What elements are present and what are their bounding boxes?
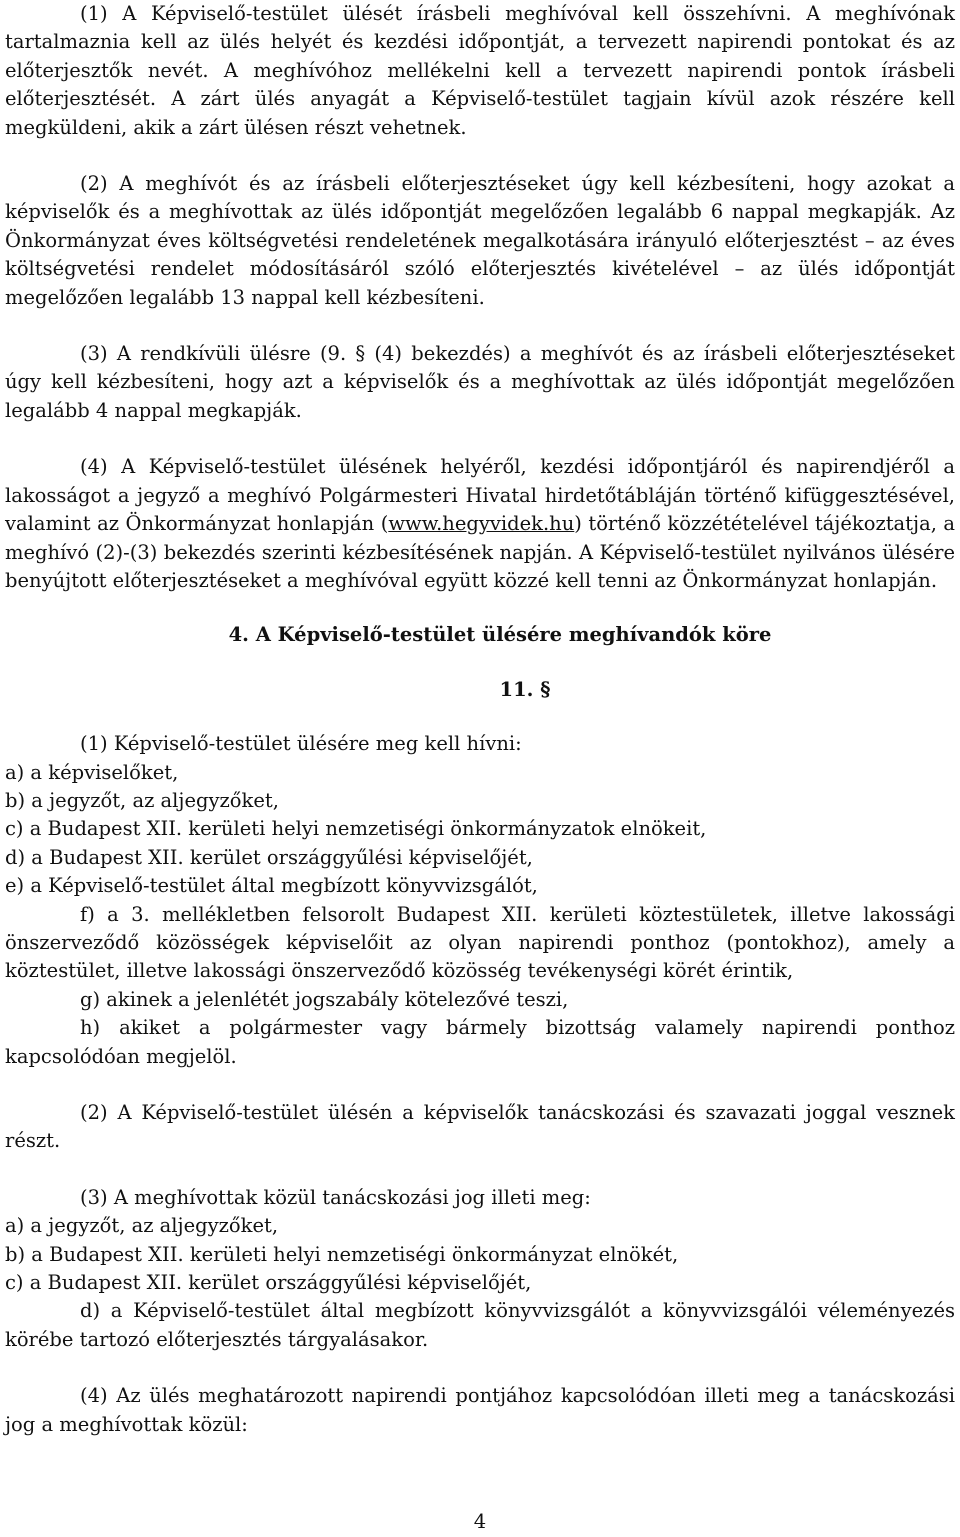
page-number: 4 <box>473 1510 487 1533</box>
paragraph-10-3: (3) A rendkívüli ülésre (9. § (4) bekezdés) a meghívót és az írásbeli előterjesztéseket úgy kell kézbesíteni, hogy azt a képviselők és a meghívottak az ülés időpontját megelőzően legalább 4 nappal megkapják. <box>5 342 955 422</box>
list-item: f) a 3. mellékletben felsorolt Budapest XII. kerületi köztestületek, illetve lakossági önszerveződő közösségek képviselőit az olyan napirendi ponthoz (pontokhoz), amely a köztestület, illetve lakossági önszerveződő közösség tevékenységi körét érintik, <box>5 902 955 983</box>
section-11-4: (4) Az ülés meghatározott napirendi pontjához kapcsolódóan illeti meg a tanácskozási jog a meghívottak közül: <box>5 1384 955 1436</box>
document-page <box>5 0 955 1439</box>
paragraph-10-4-text-before: (4) A Képviselő-testület ülésének helyéről, kezdési időpontjáról és napirendjéről a lakosságot a jegyző a meghívó Polgármesteri Hivatal hirdetőtábláján történő kifüggesztésével, valamint az Önkormányzat honlapján ( <box>5 455 955 536</box>
list-item: e) a Képviselő-testület által megbízott könyvvizsgálót, <box>5 874 538 898</box>
section-11-2: (2) A Képviselő-testület ülésén a képviselők tanácskozási és szavazati joggal vesznek részt. <box>5 1101 955 1153</box>
list-item: d) a Budapest XII. kerület országgyűlési képviselőjét, <box>5 845 533 869</box>
list-item: c) a Budapest XII. kerület országgyűlési képviselőjét, <box>5 1271 532 1295</box>
list-item: h) akiket a polgármester vagy bármely bizottság valamely napirendi ponthoz kapcsolódóan megjelöl. <box>5 1016 955 1068</box>
list-item: b) a Budapest XII. kerületi helyi nemzetiségi önkormányzat elnökét, <box>5 1242 679 1266</box>
section-11-3-intro: (3) A meghívottak közül tanácskozási jog illeti meg: <box>80 1185 591 1209</box>
paragraph-10-4-text-after: ) történő közzétételével tájékoztatja, a meghívó (2)-(3) bekezdés szerinti kézbesítésének napján. A Képviselő-testület nyilvános ülésére benyújtott előterjesztéseket a meghívóval együtt közzé kell tenni az Önkormányzat honlapján. <box>5 512 955 592</box>
list-item: a) a jegyzőt, az aljegyzőket, <box>5 1214 279 1238</box>
website-link[interactable]: www.hegyvidek.hu <box>388 512 575 536</box>
paragraph-10-2: (2) A meghívót és az írásbeli előterjesztéseket úgy kell kézbesíteni, hogy azokat a képviselők és a meghívottak az ülés időpontját megelőzően legalább 6 nappal megkapják. Az Önkormányzat éves költségvetési rendeletének megalkotására irányuló előterjesztést – az éves költségvetési rendelet módosításáról szóló előterjesztés kivételével – az ülés időpontját megelőzően legalább 13 nappal kell kézbesíteni. <box>5 172 955 309</box>
list-item: a) a képviselőket, <box>5 760 179 784</box>
list-item: g) akinek a jelenlétét jogszabály kötelezővé teszi, <box>80 987 569 1011</box>
paragraph-10-4 <box>5 453 955 595</box>
paragraph-10-1: (1) A Képviselő-testület ülését írásbeli meghívóval kell összehívni. A meghívónak tartalmaznia kell az ülés helyét és kezdési időpontját, a tervezett napirendi pontokat és az előterjesztők nevét. A meghívóhoz mellékelni kell a tervezett napirendi pontok írásbeli előterjesztését. A zárt ülés anyagát a Képviselő-testület tagjain kívül azok részére kell megküldeni, akik a zárt ülésen részt vehetnek. <box>5 2 955 139</box>
paragraph-number: 11. § <box>499 677 551 701</box>
section-11-1-intro: (1) Képviselő-testület ülésére meg kell hívni: <box>80 732 522 756</box>
section-heading: 4. A Képviselő-testület ülésére meghívandók köre <box>228 623 772 647</box>
list-item: c) a Budapest XII. kerületi helyi nemzetiségi önkormányzatok elnökeit, <box>5 817 707 841</box>
list-item: d) a Képviselő-testület által megbízott könyvvizsgálót a könyvvizsgálói véleményezés körébe tartozó előterjesztés tárgyalásakor. <box>5 1299 955 1351</box>
list-item: b) a jegyzőt, az aljegyzőket, <box>5 788 279 812</box>
